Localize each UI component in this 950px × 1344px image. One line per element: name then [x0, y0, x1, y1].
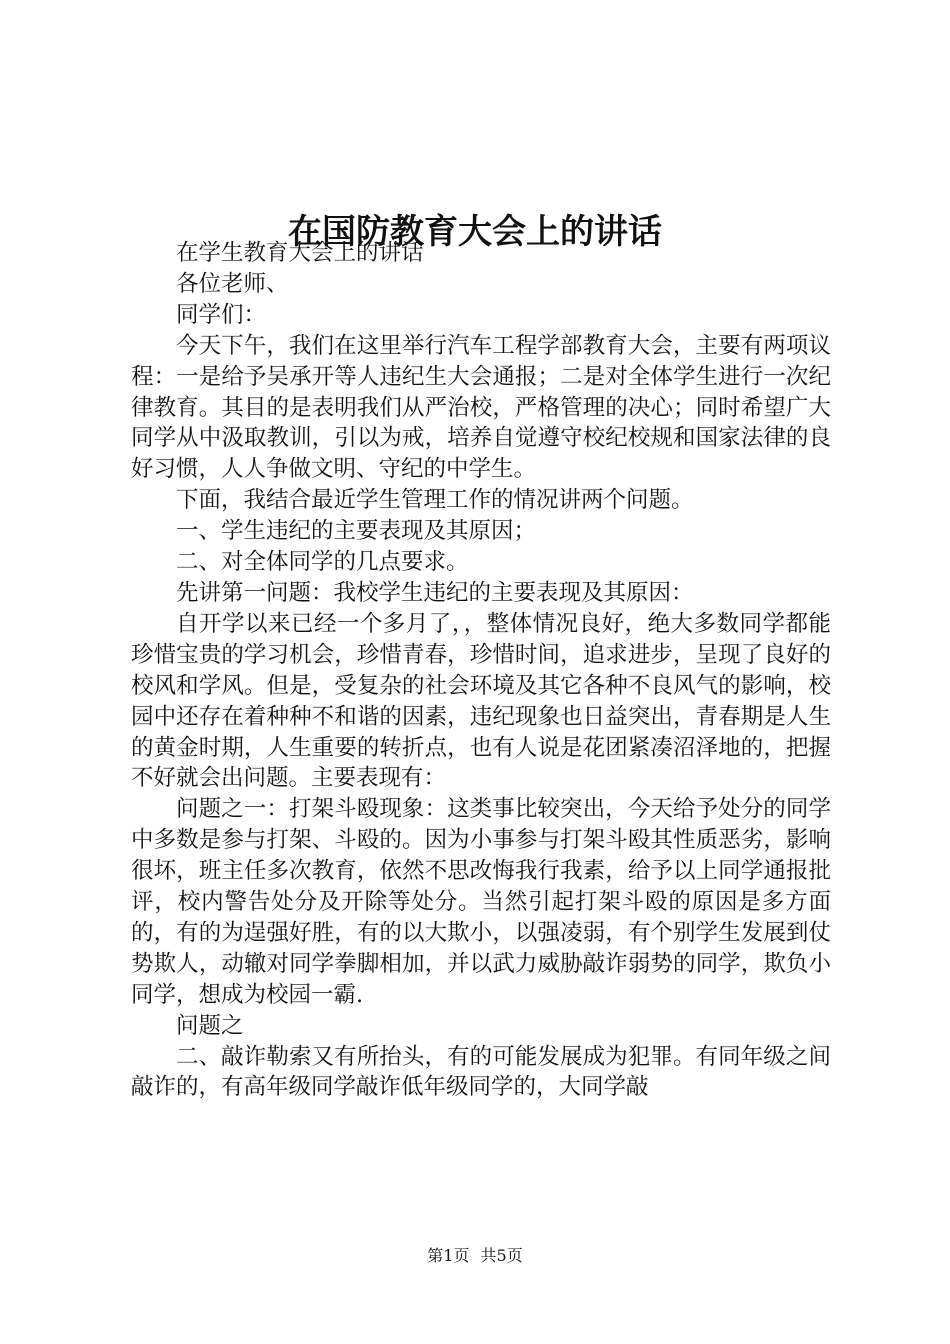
paragraph-first-topic: 先讲第一问题：我校学生违纪的主要表现及其原因： [176, 579, 694, 606]
page-footer [0, 1243, 950, 1266]
paragraph-point-two: 二、对全体同学的几点要求。 [176, 549, 469, 576]
document-body [131, 238, 831, 1103]
paragraph-intro: 今天下午，我们在这里举行汽车工程学部教育大会，主要有两项议程：一是给予吴承开等人违纪生大会通报；二是对全体学生进行一次纪律教育。其目的是表明我们从严治校，严格管理的决心；同时希望广大同学从中汲取教训，引以为戒，培养自觉遵守校纪校规和国家法律的良好习惯，人人争做文明、守纪的中学生。 [131, 332, 831, 483]
document-title: 在国防教育大会上的讲话 [288, 211, 662, 252]
paragraph-salutation-teachers: 各位老师、 [176, 270, 289, 297]
paragraph-problem-two: 二、敲诈勒索又有所抬头，有的可能发展成为犯罪。有同年级之间敲诈的，有高年级同学敲诈低年级同学的，大同学敲 [131, 1043, 831, 1101]
paragraph-outline: 下面，我结合最近学生管理工作的情况讲两个问题。 [176, 487, 694, 514]
paragraph-overview: 自开学以来已经一个多月了，，整体情况良好，绝大多数同学都能珍惜宝贵的学习机会，珍惜青春，珍惜时间，追求进步，呈现了良好的校风和学风。但是，受复杂的社会环境及其它各种不良风气的影响，校园中还存在着种种不和谐的因素，违纪现象也日益突出，青春期是人生的黄金时期，人生重要的转折点，也有人说是花团紧凑沼泽地的，把握不好就会出问题。主要表现有： [131, 610, 831, 792]
page-total: 共5页 [480, 1246, 523, 1265]
paragraph-problem-one: 问题之一：打架斗殴现象：这类事比较突出，今天给予处分的同学中多数是参与打架、斗殴的。因为小事参与打架斗殴其性质恶劣，影响很坏，班主任多次教育，依然不思改悔我行我素，给予以上同学通报批评，校内警告处分及开除等处分。当然引起打架斗殴的原因是多方面的，有的为逞强好胜，有的以大欺小，以强凌弱，有个别学生发展到仗势欺人，动辙对同学拳脚相加，并以武力威胁敲诈弱势的同学，欺负小同学，想成为校园一霸. [131, 796, 831, 1008]
page-number: 第1页 [427, 1246, 470, 1265]
paragraph-point-one: 一、学生违纪的主要表现及其原因； [176, 518, 537, 545]
paragraph-salutation-students: 同学们： [176, 301, 267, 328]
paragraph-subtitle: 在学生教育大会上的讲话 [176, 240, 424, 266]
paragraph-problem-two-heading: 问题之 [176, 1012, 244, 1039]
